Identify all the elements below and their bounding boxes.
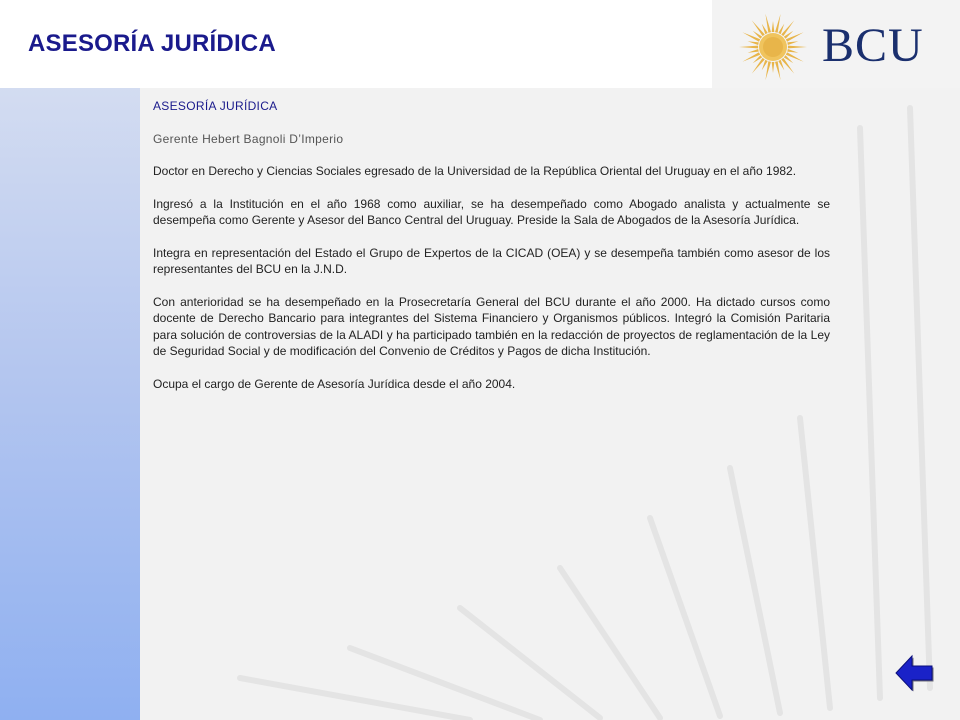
sun-ray <box>748 41 759 45</box>
sun-ray <box>775 14 781 33</box>
sun-ray <box>765 61 771 80</box>
sun-ray <box>752 58 765 74</box>
sidebar-gradient <box>0 88 140 720</box>
section-heading: ASESORÍA JURÍDICA <box>153 99 278 113</box>
bio-paragraph-representation: Integra en representación del Estado el Grupo de Expertos de la CICAD (OEA) y se desempeña también como asesor de los representantes del BCU en la J.N.D. <box>153 245 830 276</box>
sun-ray <box>775 61 781 80</box>
bio-paragraph-education: Doctor en Derecho y Ciencias Sociales egresado de la Universidad de la República Oriental del Uruguay en el año 1982. <box>153 164 797 178</box>
sun-ray <box>787 41 798 45</box>
arrow-left-icon <box>896 656 934 692</box>
sun-ray <box>772 21 775 32</box>
sun-ray <box>781 58 794 74</box>
sun-ray <box>781 20 794 36</box>
sun-logo-icon <box>738 12 808 82</box>
page-title: ASESORÍA JURÍDICA <box>28 30 276 57</box>
sun-ray <box>765 14 771 33</box>
back-arrow-button[interactable] <box>894 653 934 693</box>
sun-ray <box>786 32 804 41</box>
sun-ray <box>788 46 807 49</box>
sun-ray <box>742 32 760 41</box>
sun-ray <box>748 49 759 53</box>
header <box>0 0 960 88</box>
sun-ray <box>787 49 798 53</box>
sun-ray <box>786 52 804 61</box>
manager-name: Gerente Hebert Bagnoli D’Imperio <box>153 131 344 146</box>
sun-ray <box>739 46 758 49</box>
sun-ray <box>742 52 760 61</box>
bio-paragraph-current-role: Ocupa el cargo de Gerente de Asesoría Jurídica desde el año 2004. <box>153 376 516 391</box>
sun-ray <box>752 20 765 36</box>
logo-text: BCU <box>822 19 924 72</box>
sun-ray <box>772 62 775 73</box>
content-area <box>153 98 830 408</box>
bio-paragraph-experience: Con anterioridad se ha desempeñado en la Prosecretaría General del BCU durante el año 2000. Ha dictado cursos como docente de Derecho Bancario para integrantes del Sistema Financiero y Organismos públicos. Integró la Comisión Paritaria para solución de controversias de la ALADI y ha participado también en la redacción de proyectos de reglamentación de la Ley de Seguridad Social y de modificación del Convenio de Créditos y Pagos de dicha Institución. <box>153 294 830 358</box>
bio-paragraph-career: Ingresó a la Institución en el año 1968 como auxiliar, se ha desempeñado como Abogado analista y actualmente se desempeña como Gerente y Asesor del Banco Central del Uruguay. Preside la Sala de Abogados de la Asesoría Jurídica. <box>153 196 830 227</box>
